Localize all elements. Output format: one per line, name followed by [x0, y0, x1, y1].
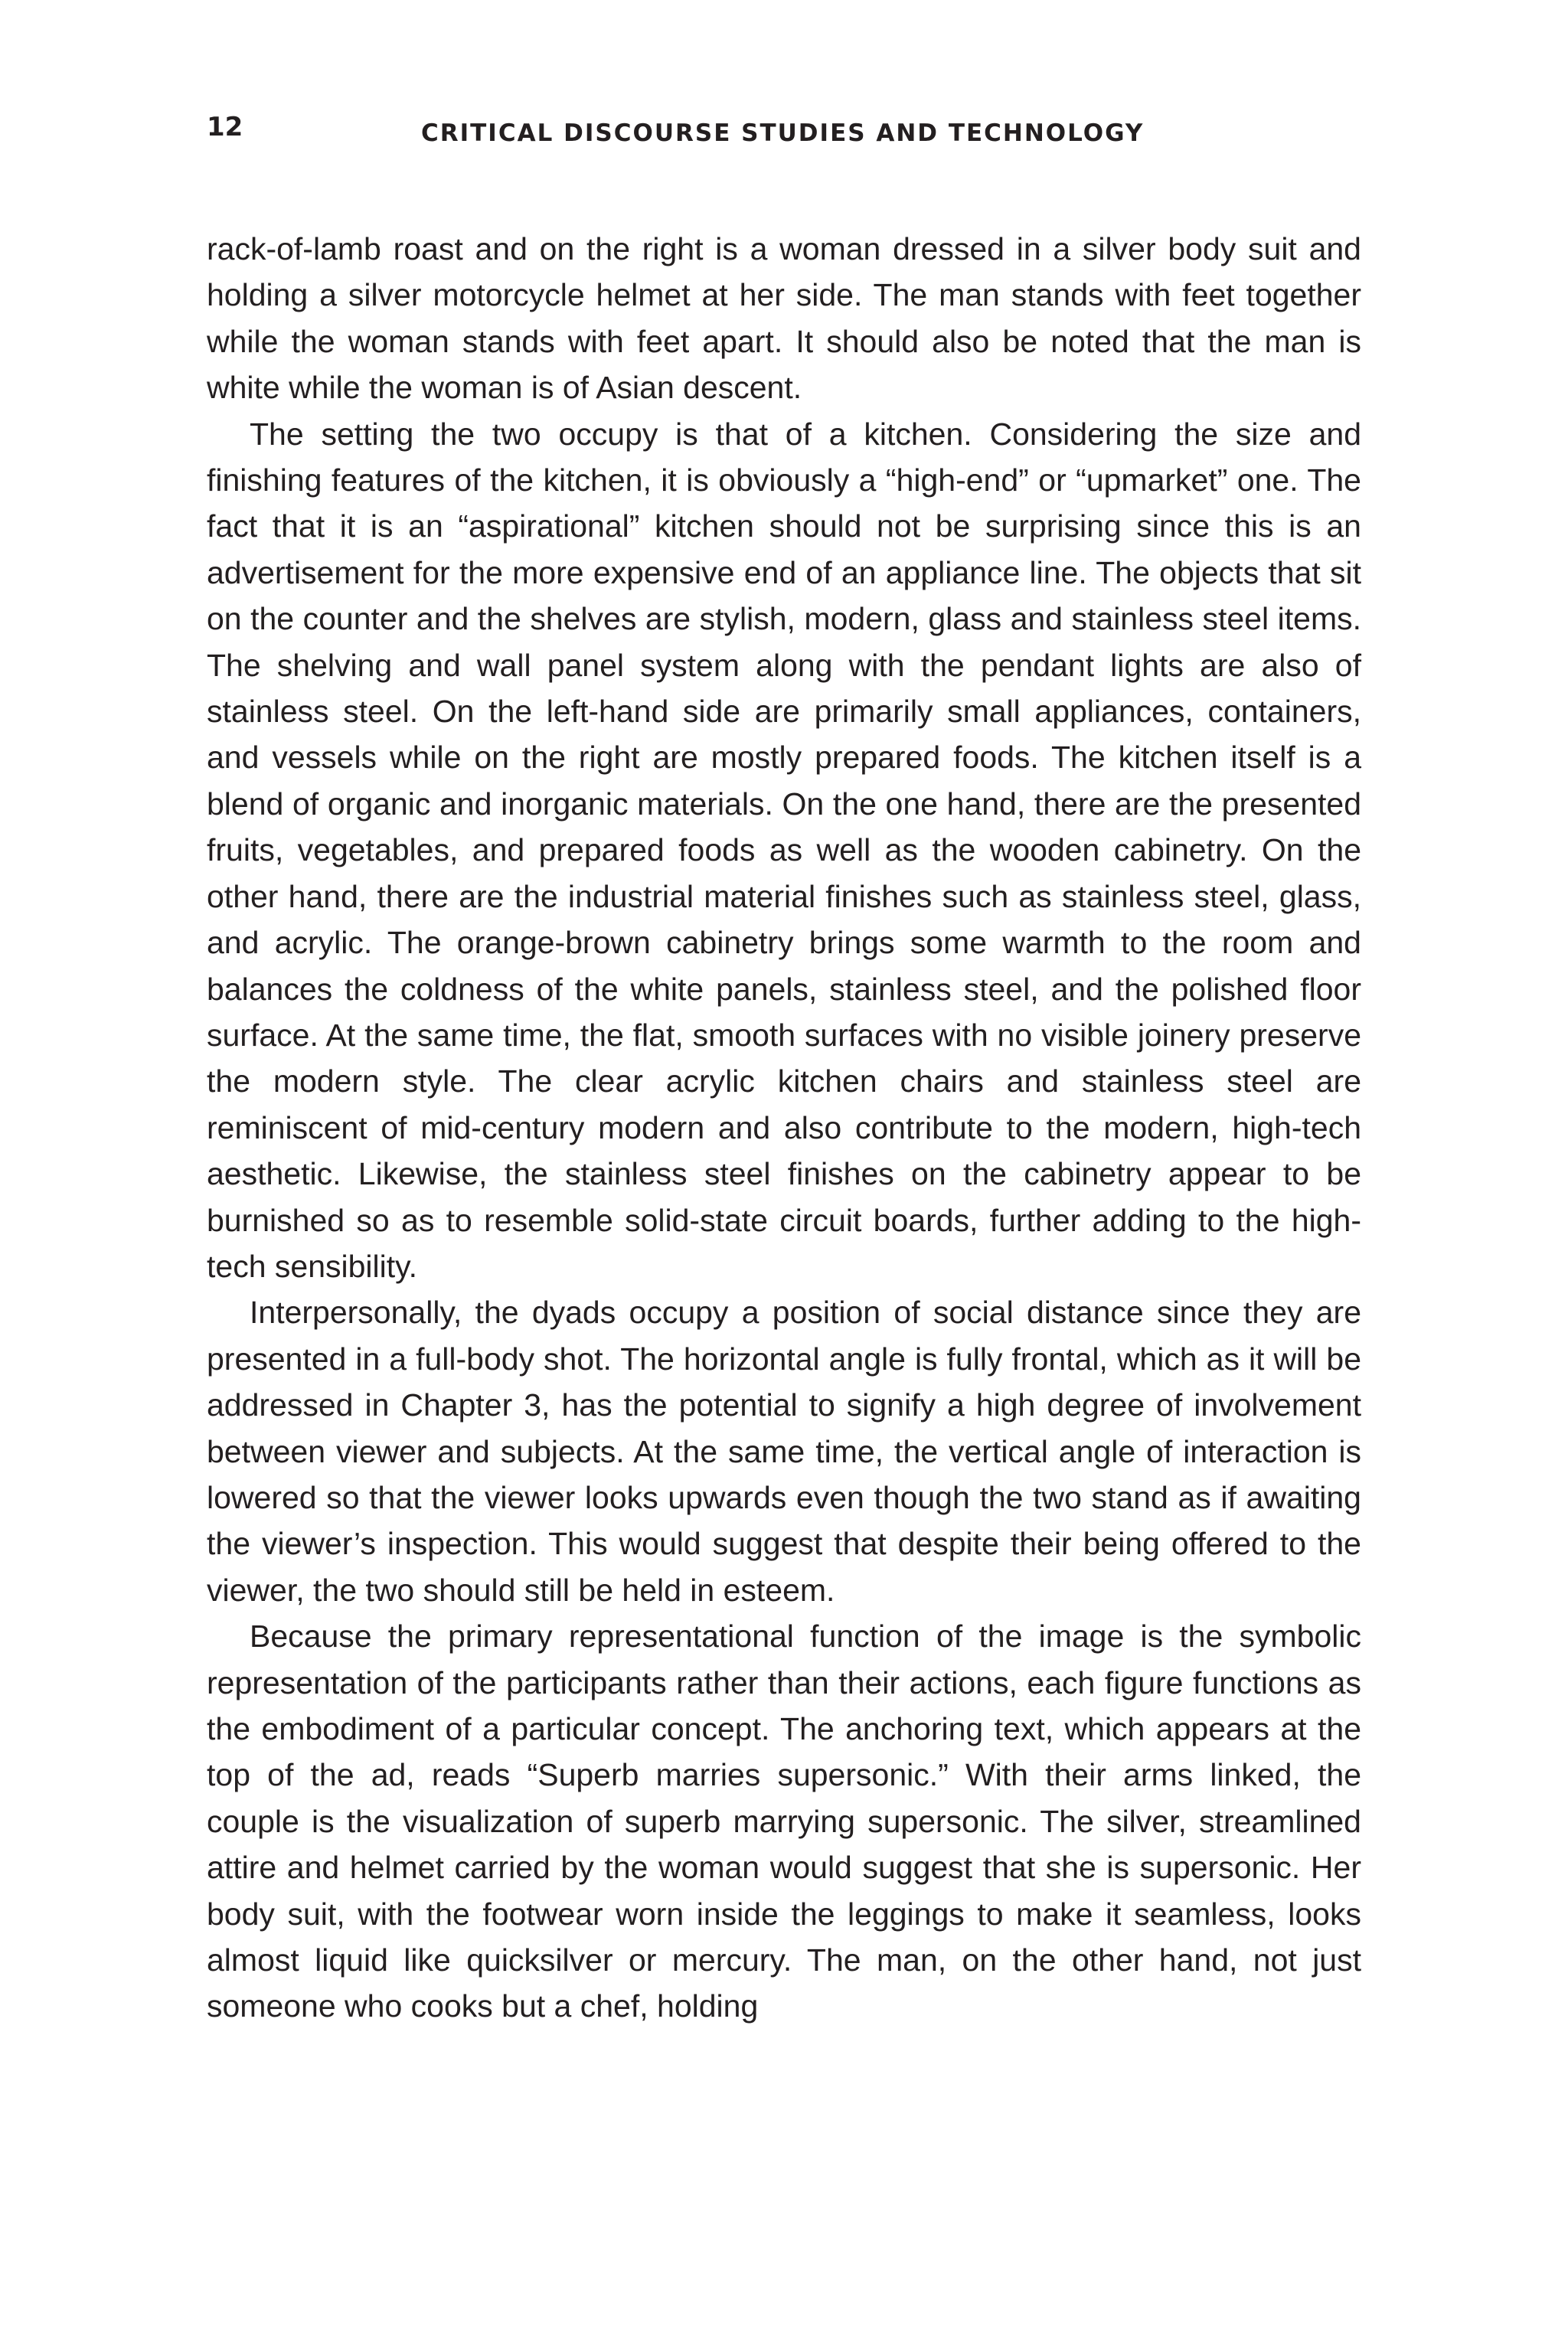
paragraph-interpersonal: Interpersonally, the dyads occupy a position of social distance since they are presented in a full-body shot. The horizontal angle is fully frontal, which as it will be addressed in Chapter 3, has the potential to signify a high degree of involvement between viewer and subjects. At the same time, the vertical angle of interaction is lowered so that the viewer looks upwards even though the two stand as if awaiting the viewer’s inspection. This would suggest that despite their being offered to the viewer, the two should still be held in esteem. — [207, 1295, 1361, 1608]
running-head — [207, 112, 1361, 158]
paragraph-representational: Because the primary representational function of the image is the symbolic representation of the participants rather than their actions, each figure functions as the embodiment of a particular concept. The anchoring text, which appears at the top of the ad, reads “Superb marries supersonic.” With their arms linked, the couple is the visualization of superb marrying supersonic. The silver, streamlined attire and helmet carried by the woman would suggest that she is supersonic. Her body suit, with the footwear worn inside the leggings to make it seamless, looks almost liquid like quicksilver or mercury. The man, on the other hand, not just someone who cooks but a chef, holding — [207, 1619, 1361, 2024]
paragraph-continued: rack-of-lamb roast and on the right is a woman dressed in a silver body suit and holding a silver motorcycle helmet at her side. The man stands with feet together while the woman stands with feet apart. It should also be noted that the man is white while the woman is of Asian descent. — [207, 231, 1361, 406]
body-text — [207, 226, 1361, 2030]
paragraph-kitchen-setting: The setting the two occupy is that of a kitchen. Considering the size and finishing features of the kitchen, it is obviously a “high-end” or “upmarket” one. The fact that it is an “aspirational” kitchen should not be surprising since this is an advertisement for the more expensive end of an appliance line. The objects that sit on the counter and the shelves are stylish, modern, glass and stainless steel items. The shelving and wall panel system along with the pendant lights are also of stainless steel. On the left-hand side are primarily small appliances, containers, and vessels while on the right are mostly prepared foods. The kitchen itself is a blend of organic and inorganic materials. On the one hand, there are the presented fruits, vegetables, and prepared foods as well as the wooden cabinetry. On the other hand, there are the industrial material finishes such as stainless steel, glass, and acrylic. The orange-brown cabinetry brings some warmth to the room and balances the coldness of the white panels, stainless steel, and the polished floor surface. At the same time, the flat, smooth surfaces with no visible joinery preserve the modern style. The clear acrylic kitchen chairs and stainless steel are reminiscent of mid-century modern and also contribute to the modern, high-tech aesthetic. Likewise, the stainless steel finishes on the cabinetry appear to be burnished so as to resemble solid-state circuit boards, further adding to the high-tech sensibility. — [207, 416, 1361, 1284]
page-number: 12 — [207, 112, 243, 142]
running-title: CRITICAL DISCOURSE STUDIES AND TECHNOLOGY — [421, 119, 1145, 147]
